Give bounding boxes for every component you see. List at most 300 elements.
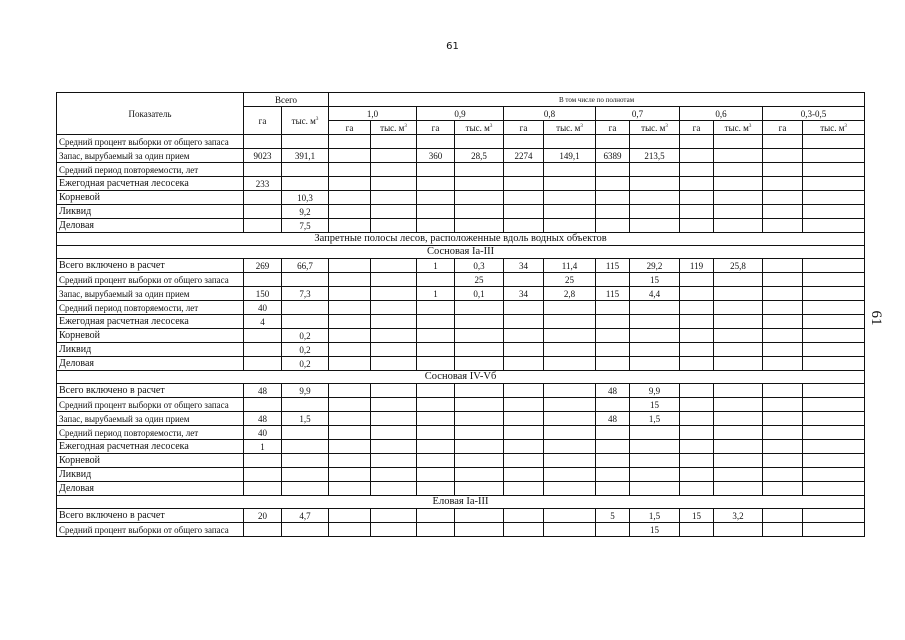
table-row [57,301,865,315]
table-cell [455,343,504,357]
table-cell [803,412,865,426]
table-cell [329,329,371,343]
table-cell: 48 [244,412,282,426]
table-cell [417,315,455,329]
table-cell [763,398,803,412]
table-cell [714,149,763,163]
table-cell [455,426,504,440]
table-cell [714,135,763,149]
table-cell: 34 [504,259,544,273]
table-cell: 269 [244,259,282,273]
table-cell [714,357,763,371]
table-cell [630,177,680,191]
header-total: Всего [244,93,329,107]
table-cell: 10,3 [282,191,329,205]
table-cell [329,205,371,219]
header-including: В том числе по полнотам [329,93,865,107]
subheader-thous-m3: тыс. $м^3$ [371,121,417,135]
table-cell [544,523,596,537]
table-cell [371,357,417,371]
table-cell [680,135,714,149]
table-cell [455,163,504,177]
page-number: 61 [446,41,459,52]
table-cell [596,135,630,149]
table-cell [680,273,714,287]
table-cell [244,163,282,177]
header-density: 0,9 [417,107,504,121]
table-cell [282,523,329,537]
table-cell: 25,8 [714,259,763,273]
table-cell [417,273,455,287]
section-title-row [57,233,865,246]
table-cell [714,219,763,233]
row-label: Ликвид [57,343,244,357]
table-cell [329,357,371,371]
table-cell [630,454,680,468]
table-cell [504,482,544,496]
subsection-row [57,371,865,384]
table-cell [371,440,417,454]
table-cell: 48 [244,384,282,398]
table-cell [504,177,544,191]
subheader-ha: га [763,121,803,135]
table-cell [544,426,596,440]
table-cell [763,482,803,496]
table-cell [329,454,371,468]
table-cell [544,329,596,343]
table-cell [329,273,371,287]
table-cell [329,468,371,482]
table-cell [803,273,865,287]
table-cell [763,273,803,287]
table-cell [803,163,865,177]
table-cell [329,384,371,398]
table-cell [544,177,596,191]
row-label: Корневой [57,454,244,468]
row-label: Средний период повторяемости, лет [57,426,244,440]
table-cell: 28,5 [455,149,504,163]
table-cell [630,205,680,219]
table-cell: 0,2 [282,343,329,357]
table-cell [371,163,417,177]
table-cell [282,426,329,440]
table-cell [596,205,630,219]
table-cell [244,135,282,149]
table-row [57,454,865,468]
table-cell [714,205,763,219]
table-cell [803,440,865,454]
section-title: Запретные полосы лесов, расположенные вдоль водных объектов [57,233,865,246]
table-cell [329,426,371,440]
table-cell: 213,5 [630,149,680,163]
table-cell [329,259,371,273]
table-cell [244,343,282,357]
table-cell [596,426,630,440]
table-cell: 3,2 [714,509,763,523]
table-cell [371,273,417,287]
row-label: Ежегодная расчетная лесосека [57,315,244,329]
table-cell [803,343,865,357]
table-cell [714,482,763,496]
table-cell: 6389 [596,149,630,163]
table-cell [803,357,865,371]
table-cell [630,219,680,233]
table-cell: 1 [417,287,455,301]
table-cell [329,523,371,537]
table-cell [504,301,544,315]
table-cell [329,398,371,412]
table-cell [371,343,417,357]
table-cell [763,329,803,343]
subheader-ha: га [596,121,630,135]
table-cell [803,315,865,329]
table-cell: 0,2 [282,357,329,371]
table-cell [544,412,596,426]
table-cell [763,412,803,426]
table-cell [714,163,763,177]
table-cell [544,454,596,468]
table-cell [596,398,630,412]
table-cell: 40 [244,301,282,315]
table-cell [244,468,282,482]
table-cell [596,357,630,371]
table-cell [455,205,504,219]
table-row [57,287,865,301]
table-cell [680,163,714,177]
table-cell [763,454,803,468]
table-cell [244,191,282,205]
table-cell [544,468,596,482]
table-cell [596,454,630,468]
table-cell: 149,1 [544,149,596,163]
table-row [57,259,865,273]
table-cell [417,191,455,205]
table-row [57,149,865,163]
row-label: Корневой [57,329,244,343]
subsection-title: Сосновая IV-Vб [57,371,865,384]
table-cell [763,177,803,191]
table-cell [763,149,803,163]
table-cell [544,301,596,315]
table-cell [504,191,544,205]
table-cell [714,315,763,329]
table-cell [680,357,714,371]
table-row [57,398,865,412]
table-cell [630,315,680,329]
table-cell [244,329,282,343]
table-cell [417,384,455,398]
table-cell [455,454,504,468]
table-cell [244,357,282,371]
table-cell [544,315,596,329]
table-cell: 11,4 [544,259,596,273]
table-cell [371,454,417,468]
table-cell: 1,5 [630,412,680,426]
table-row [57,219,865,233]
table-cell [803,426,865,440]
subheader-thous-label: тыс. м [724,123,749,133]
table-cell [596,523,630,537]
table-cell [282,454,329,468]
table-cell [371,468,417,482]
table-cell [244,454,282,468]
table-cell: 7,5 [282,219,329,233]
table-cell: 1,5 [630,509,680,523]
table-cell [680,384,714,398]
table-cell [455,468,504,482]
table-cell [680,468,714,482]
table-cell: 2,8 [544,287,596,301]
table-cell [282,315,329,329]
table-cell: 9,9 [282,384,329,398]
table-cell [329,287,371,301]
subheader-thous-m3: тыс. $м^3$ [714,121,763,135]
table-cell [504,398,544,412]
table-cell [244,523,282,537]
table-cell [803,205,865,219]
table-cell [763,523,803,537]
table-row [57,329,865,343]
table-cell [244,205,282,219]
table-cell [455,315,504,329]
table-cell [504,426,544,440]
table-cell: 233 [244,177,282,191]
table-cell [544,343,596,357]
subsection-row [57,496,865,509]
table-cell [714,343,763,357]
table-row [57,315,865,329]
table-cell [371,135,417,149]
table-cell: 9,2 [282,205,329,219]
table-cell [504,329,544,343]
table-row [57,135,865,149]
table-cell: 15 [630,273,680,287]
table-cell [630,468,680,482]
table-cell [596,482,630,496]
table-cell [282,301,329,315]
table-row [57,482,865,496]
table-cell [596,468,630,482]
table-cell [371,315,417,329]
table-cell [371,205,417,219]
row-label: Средний период повторяемости, лет [57,163,244,177]
table-cell [371,301,417,315]
row-label: Средний процент выборки от общего запаса [57,523,244,537]
table-cell [455,509,504,523]
table-cell [417,398,455,412]
table-cell [417,163,455,177]
table-cell [504,412,544,426]
table-cell [544,219,596,233]
subheader-thous-m3: тыс. $м^3$ [544,121,596,135]
subheader-thous-label: тыс. м [465,123,490,133]
table-cell [596,301,630,315]
table-cell [803,177,865,191]
row-label: Деловая [57,482,244,496]
side-page-number: 61 [868,310,884,326]
table-cell [544,440,596,454]
row-label: Деловая [57,219,244,233]
table-cell [596,177,630,191]
table-cell [803,509,865,523]
table-row [57,357,865,371]
row-label: Запас, вырубаемый за один прием [57,287,244,301]
table-cell [504,509,544,523]
header-row-1 [57,93,865,107]
table-cell [803,219,865,233]
table-cell [680,287,714,301]
table-cell [803,191,865,205]
table-cell [763,343,803,357]
table-cell [680,315,714,329]
table-cell [282,177,329,191]
table-cell [714,426,763,440]
table-cell [763,163,803,177]
table-cell [630,329,680,343]
table-cell [329,440,371,454]
table-cell [417,301,455,315]
table-cell [630,163,680,177]
table-cell [504,163,544,177]
table-cell [417,329,455,343]
table-cell [630,191,680,205]
table-row [57,343,865,357]
table-cell [329,135,371,149]
table-cell: 20 [244,509,282,523]
table-cell [504,523,544,537]
table-cell [455,412,504,426]
table-cell: 34 [504,287,544,301]
table-cell: 15 [630,523,680,537]
table-cell [371,509,417,523]
row-label: Ежегодная расчетная лесосека [57,440,244,454]
subsection-row [57,246,865,259]
table-cell [329,177,371,191]
table-cell [763,259,803,273]
table-cell [763,357,803,371]
table-cell: 150 [244,287,282,301]
table-cell [417,412,455,426]
subheader-ha: га [417,121,455,135]
table-cell [803,468,865,482]
table-cell [371,287,417,301]
table-cell [329,343,371,357]
table-cell [803,523,865,537]
table-cell [803,287,865,301]
table-cell [680,149,714,163]
table-cell: 0,2 [282,329,329,343]
row-label: Средний период повторяемости, лет [57,301,244,315]
table-cell [680,191,714,205]
table-cell [763,301,803,315]
table-cell [371,149,417,163]
table-cell: 0,1 [455,287,504,301]
table-cell [329,509,371,523]
table-cell [455,440,504,454]
table-cell [630,482,680,496]
table-cell [329,315,371,329]
table-cell [680,219,714,233]
table-cell: 15 [680,509,714,523]
subheader-thous-label: тыс. м [556,123,581,133]
table-cell [714,329,763,343]
table-cell [763,219,803,233]
table-cell [630,135,680,149]
table-cell [714,191,763,205]
table-cell [371,191,417,205]
table-cell [714,440,763,454]
table-cell [504,440,544,454]
table-row [57,205,865,219]
table-cell [763,287,803,301]
table-cell: 40 [244,426,282,440]
table-cell [455,219,504,233]
subheader-ha: га [680,121,714,135]
table-cell [714,177,763,191]
table-cell [417,177,455,191]
header-indicator: Показатель [57,93,244,135]
table-cell [282,163,329,177]
table-cell [417,343,455,357]
table-row [57,468,865,482]
table-cell [329,301,371,315]
table-cell [714,384,763,398]
table-cell [680,205,714,219]
table-cell [417,523,455,537]
table-cell [680,482,714,496]
header-density: 0,7 [596,107,680,121]
table-cell: 4 [244,315,282,329]
table-cell [455,482,504,496]
table-cell [680,301,714,315]
table-cell: 29,2 [630,259,680,273]
table-cell [544,205,596,219]
table-cell [504,343,544,357]
header-density: 0,8 [504,107,596,121]
table-cell [544,398,596,412]
table-cell: 115 [596,259,630,273]
row-label: Деловая [57,357,244,371]
table-cell [680,329,714,343]
table-cell [763,205,803,219]
table-cell [714,454,763,468]
table-row [57,426,865,440]
table-cell [714,301,763,315]
table-cell [329,191,371,205]
table-cell [763,135,803,149]
table-cell [714,468,763,482]
table-cell [596,163,630,177]
table-cell [763,426,803,440]
table-cell [417,482,455,496]
table-cell [763,440,803,454]
table-cell: 48 [596,384,630,398]
table-cell [504,454,544,468]
table-cell [680,440,714,454]
table-cell: 119 [680,259,714,273]
table-cell [417,468,455,482]
table-cell [714,273,763,287]
table-row [57,177,865,191]
table-row [57,412,865,426]
table-cell [371,259,417,273]
table-cell: 391,1 [282,149,329,163]
table-cell: 1 [417,259,455,273]
table-cell [417,135,455,149]
header-ha: га [244,107,282,135]
table-cell [680,398,714,412]
table-cell [714,523,763,537]
